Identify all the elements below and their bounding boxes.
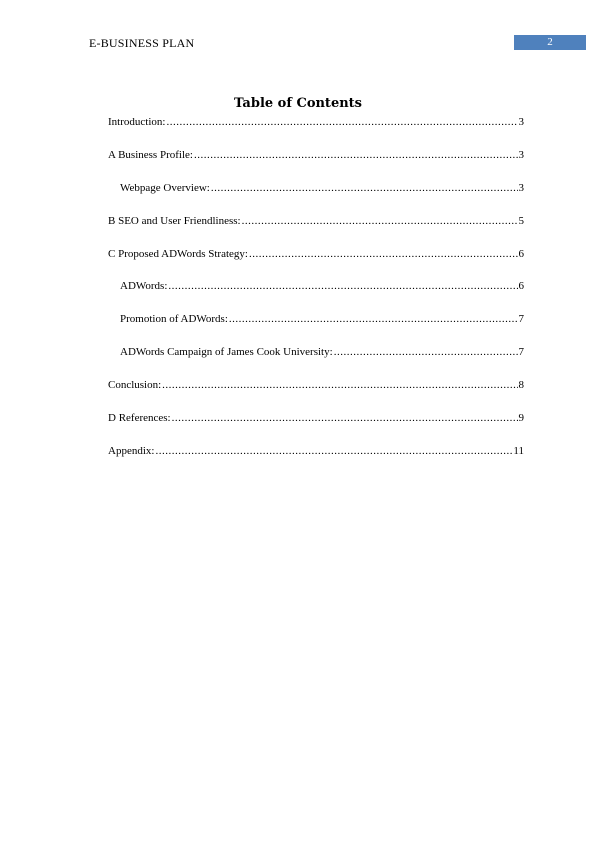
toc-entry-label: Appendix: [108, 444, 155, 457]
table-of-contents [108, 115, 524, 477]
toc-entry-page-number: 11 [513, 444, 524, 457]
toc-entry-label: Introduction: [108, 116, 166, 128]
toc-entry-page-number: 3 [518, 148, 524, 161]
toc-heading-text: Table of Contents [234, 96, 362, 111]
toc-entry-page-number: 8 [518, 379, 524, 392]
toc-entry-page-number: 3 [518, 116, 524, 128]
page-number-badge [514, 35, 586, 50]
toc-entry-page-number: 6 [518, 247, 524, 260]
toc-entry-label: Webpage Overview: [120, 181, 210, 194]
toc-entry[interactable] [108, 214, 524, 228]
toc-entry[interactable] [108, 444, 524, 458]
toc-entry[interactable] [108, 312, 524, 326]
toc-entry-label: C Proposed ADWords Strategy: [108, 247, 248, 260]
toc-dot-leader [166, 115, 517, 129]
toc-dot-leader [172, 411, 518, 425]
header-title: E-BUSINESS PLAN [89, 36, 195, 50]
toc-entry-label: A Business Profile: [108, 148, 193, 161]
toc-dot-leader [194, 148, 518, 162]
toc-dot-leader [229, 312, 518, 326]
toc-entry-label: Conclusion: [108, 379, 162, 392]
toc-entry-page-number: 3 [518, 181, 524, 194]
toc-entry-page-number: 5 [518, 214, 524, 227]
toc-entry-label: D References: [108, 412, 171, 425]
toc-dot-leader [211, 181, 518, 195]
toc-entry[interactable] [108, 115, 524, 129]
toc-dot-leader [168, 279, 517, 293]
toc-heading [0, 96, 596, 111]
toc-dot-leader [162, 378, 517, 392]
toc-entry-page-number: 6 [518, 280, 524, 293]
toc-entry[interactable] [108, 411, 524, 425]
toc-entry[interactable] [108, 247, 524, 261]
toc-entry-label: ADWords Campaign of James Cook University: [120, 346, 333, 359]
toc-entry[interactable] [108, 345, 524, 359]
toc-entry-page-number: 7 [518, 346, 524, 359]
toc-entry-label: B SEO and User Friendliness: [108, 214, 241, 227]
toc-entry[interactable] [108, 148, 524, 162]
toc-dot-leader [334, 345, 518, 359]
toc-dot-leader [155, 444, 512, 458]
toc-entry-page-number: 7 [518, 313, 524, 326]
toc-entry-page-number: 9 [518, 412, 524, 425]
toc-dot-leader [242, 214, 518, 228]
toc-entry[interactable] [108, 181, 524, 195]
toc-entry[interactable] [108, 279, 524, 293]
toc-dot-leader [249, 247, 518, 261]
toc-entry-label: ADWords: [120, 280, 168, 293]
toc-entry[interactable] [108, 378, 524, 392]
page-number: 2 [547, 36, 553, 48]
toc-entry-label: Promotion of ADWords: [120, 313, 228, 326]
